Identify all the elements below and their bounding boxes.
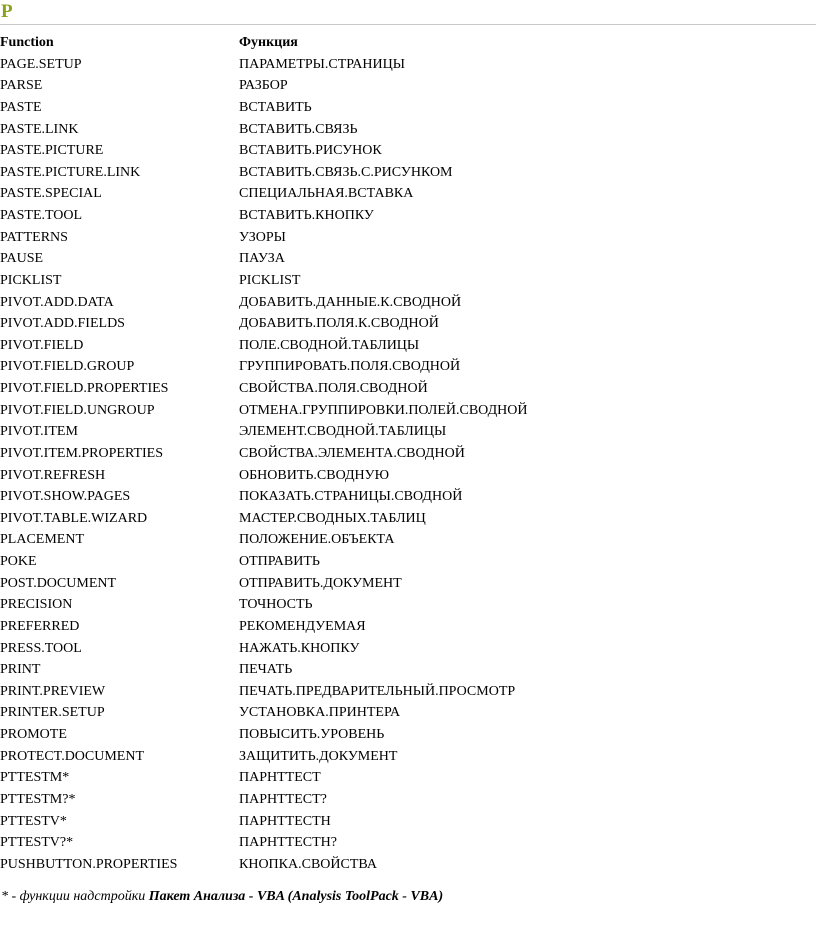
function-name-en: POST.DOCUMENT bbox=[0, 575, 117, 591]
table-row bbox=[0, 378, 799, 400]
function-name-en: PLACEMENT bbox=[0, 532, 84, 548]
function-name-en: PASTE.SPECIAL bbox=[0, 186, 102, 202]
table-row bbox=[0, 119, 799, 141]
function-name-en: PIVOT.FIELD bbox=[0, 337, 84, 353]
table-row bbox=[0, 400, 799, 422]
table-row bbox=[0, 54, 799, 76]
function-name-ru: ОТМЕНА.ГРУППИРОВКИ.ПОЛЕЙ.СВОДНОЙ bbox=[239, 402, 528, 418]
footnote-addin-name: Пакет Анализа - VBA (Analysis ToolPack - VBA) bbox=[148, 889, 444, 904]
table-row bbox=[0, 162, 799, 184]
function-name-ru: КНОПКА.СВОЙСТВА bbox=[239, 856, 377, 872]
table-row bbox=[0, 616, 799, 638]
function-name-en: PAGE.SETUP bbox=[0, 56, 82, 72]
function-name-en: PTTESTV* bbox=[0, 813, 67, 829]
function-name-ru: ЗАЩИТИТЬ.ДОКУМЕНТ bbox=[239, 748, 398, 764]
table-row bbox=[0, 486, 799, 508]
table-row bbox=[0, 767, 799, 789]
footnote-prefix: * - функции надстройки bbox=[1, 889, 149, 904]
function-name-en: PTTESTM* bbox=[0, 770, 70, 786]
function-name-ru: ПЕЧАТЬ.ПРЕДВАРИТЕЛЬНЫЙ.ПРОСМОТР bbox=[239, 683, 516, 699]
function-name-ru: РЕКОМЕНДУЕМАЯ bbox=[239, 618, 366, 634]
table-row bbox=[0, 854, 799, 876]
function-name-en: PIVOT.ADD.FIELDS bbox=[0, 316, 125, 332]
function-name-en: PIVOT.FIELD.PROPERTIES bbox=[0, 381, 169, 396]
function-name-ru: СВОЙСТВА.ПОЛЯ.СВОДНОЙ bbox=[239, 381, 428, 396]
header-function: Function bbox=[0, 35, 54, 50]
function-name-en: PRINT bbox=[0, 662, 41, 678]
function-name-en: PASTE bbox=[0, 99, 42, 115]
function-name-ru: ВСТАВИТЬ bbox=[239, 99, 312, 115]
table-row bbox=[0, 97, 799, 119]
function-name-en: PICKLIST bbox=[0, 272, 62, 288]
table-row bbox=[0, 270, 799, 292]
table-row bbox=[0, 724, 799, 746]
function-name-en: PIVOT.ITEM bbox=[0, 424, 78, 440]
table-body bbox=[0, 54, 799, 876]
function-translation-table bbox=[0, 32, 799, 875]
function-name-ru: ВСТАВИТЬ.РИСУНОК bbox=[239, 143, 382, 159]
table-row bbox=[0, 465, 799, 487]
table-row bbox=[0, 659, 799, 681]
function-name-ru: ПАРНТТЕСТН bbox=[239, 813, 331, 829]
function-name-ru: ВСТАВИТЬ.СВЯЗЬ.С.РИСУНКОМ bbox=[239, 164, 453, 180]
function-name-ru: СВОЙСТВА.ЭЛЕМЕНТА.СВОДНОЙ bbox=[239, 445, 465, 461]
function-name-ru: ОТПРАВИТЬ.ДОКУМЕНТ bbox=[239, 575, 402, 591]
table-row bbox=[0, 421, 799, 443]
function-name-en: PASTE.TOOL bbox=[0, 208, 83, 223]
header-russian: Функция bbox=[239, 35, 298, 50]
function-name-en: PIVOT.FIELD.UNGROUP bbox=[0, 402, 155, 418]
table-row bbox=[0, 205, 799, 227]
function-name-ru: ОТПРАВИТЬ bbox=[239, 554, 320, 569]
function-name-en: PIVOT.TABLE.WIZARD bbox=[0, 510, 148, 526]
function-name-en: PASTE.PICTURE.LINK bbox=[0, 164, 141, 180]
table-row bbox=[0, 638, 799, 660]
function-name-en: PIVOT.FIELD.GROUP bbox=[0, 359, 135, 375]
function-name-en: PROTECT.DOCUMENT bbox=[0, 748, 145, 764]
function-name-ru: ТОЧНОСТЬ bbox=[239, 597, 313, 613]
function-name-ru: ВСТАВИТЬ.КНОПКУ bbox=[239, 208, 374, 223]
table-row bbox=[0, 594, 799, 616]
function-name-en: PUSHBUTTON.PROPERTIES bbox=[0, 856, 178, 872]
function-name-en: PREFERRED bbox=[0, 618, 80, 634]
function-name-ru: ПАРНТТЕСТ? bbox=[239, 791, 327, 807]
function-name-ru: ПАУЗА bbox=[239, 251, 285, 267]
function-name-en: PASTE.LINK bbox=[0, 121, 79, 137]
function-name-ru: РАЗБОР bbox=[239, 78, 288, 94]
function-name-ru: УЗОРЫ bbox=[239, 229, 286, 245]
table-row bbox=[0, 681, 799, 703]
table-row bbox=[0, 292, 799, 314]
table-row bbox=[0, 508, 799, 530]
function-name-en: PATTERNS bbox=[0, 229, 68, 245]
function-name-ru: PICKLIST bbox=[239, 272, 301, 288]
function-name-en: PRINTER.SETUP bbox=[0, 705, 105, 721]
heading-divider bbox=[0, 24, 816, 25]
section-letter-heading: P bbox=[1, 1, 13, 22]
function-name-en: PRECISION bbox=[0, 597, 73, 613]
function-name-ru: ПОЛОЖЕНИЕ.ОБЪЕКТА bbox=[239, 532, 395, 548]
table-row bbox=[0, 746, 799, 768]
function-name-ru: НАЖАТЬ.КНОПКУ bbox=[239, 640, 360, 656]
function-name-en: PROMOTE bbox=[0, 727, 67, 742]
function-name-ru: ДОБАВИТЬ.ПОЛЯ.К.СВОДНОЙ bbox=[239, 316, 439, 332]
table-row bbox=[0, 573, 799, 595]
function-name-en: POKE bbox=[0, 554, 37, 569]
function-name-en: PIVOT.ITEM.PROPERTIES bbox=[0, 445, 164, 461]
function-name-ru: ПЕЧАТЬ bbox=[239, 662, 293, 678]
function-name-ru: МАСТЕР.СВОДНЫХ.ТАБЛИЦ bbox=[239, 510, 426, 526]
table-row bbox=[0, 702, 799, 724]
function-name-en: PAUSE bbox=[0, 251, 44, 267]
function-name-en: PIVOT.REFRESH bbox=[0, 467, 106, 483]
function-name-en: PIVOT.ADD.DATA bbox=[0, 294, 114, 310]
function-name-ru: ОБНОВИТЬ.СВОДНУЮ bbox=[239, 467, 389, 483]
function-name-ru: СПЕЦИАЛЬНАЯ.ВСТАВКА bbox=[239, 186, 414, 202]
function-name-en: PIVOT.SHOW.PAGES bbox=[0, 489, 131, 505]
table-row bbox=[0, 335, 799, 357]
table-row bbox=[0, 811, 799, 833]
function-name-ru: ПОКАЗАТЬ.СТРАНИЦЫ.СВОДНОЙ bbox=[239, 489, 463, 505]
table-row bbox=[0, 832, 799, 854]
function-name-ru: ПАРАМЕТРЫ.СТРАНИЦЫ bbox=[239, 56, 405, 72]
table-row bbox=[0, 551, 799, 573]
function-name-ru: УСТАНОВКА.ПРИНТЕРА bbox=[239, 705, 401, 721]
function-name-en: PASTE.PICTURE bbox=[0, 143, 104, 159]
function-name-ru: ПОЛЕ.СВОДНОЙ.ТАБЛИЦЫ bbox=[239, 337, 420, 353]
table-row bbox=[0, 227, 799, 249]
table-row bbox=[0, 248, 799, 270]
table-row bbox=[0, 529, 799, 551]
function-name-ru: ПОВЫСИТЬ.УРОВЕНЬ bbox=[239, 727, 385, 742]
function-name-ru: ВСТАВИТЬ.СВЯЗЬ bbox=[239, 121, 358, 137]
function-name-ru: ЭЛЕМЕНТ.СВОДНОЙ.ТАБЛИЦЫ bbox=[239, 424, 447, 440]
function-name-en: PTTESTM?* bbox=[0, 791, 76, 807]
function-name-ru: ПАРНТТЕСТ bbox=[239, 770, 321, 786]
function-name-en: PARSE bbox=[0, 78, 43, 94]
table-row bbox=[0, 75, 799, 97]
function-name-ru: ГРУППИРОВАТЬ.ПОЛЯ.СВОДНОЙ bbox=[239, 359, 461, 375]
table-row bbox=[0, 356, 799, 378]
function-name-en: PRESS.TOOL bbox=[0, 640, 82, 656]
function-name-ru: ПАРНТТЕСТН? bbox=[239, 835, 337, 851]
footnote bbox=[1, 889, 443, 905]
function-name-en: PRINT.PREVIEW bbox=[0, 683, 106, 699]
table-row bbox=[0, 789, 799, 811]
table-row bbox=[0, 140, 799, 162]
table-header-row bbox=[0, 32, 799, 54]
function-name-ru: ДОБАВИТЬ.ДАННЫЕ.К.СВОДНОЙ bbox=[239, 294, 462, 310]
table-row bbox=[0, 183, 799, 205]
table-row bbox=[0, 313, 799, 335]
function-name-en: PTTESTV?* bbox=[0, 835, 74, 851]
table-row bbox=[0, 443, 799, 465]
